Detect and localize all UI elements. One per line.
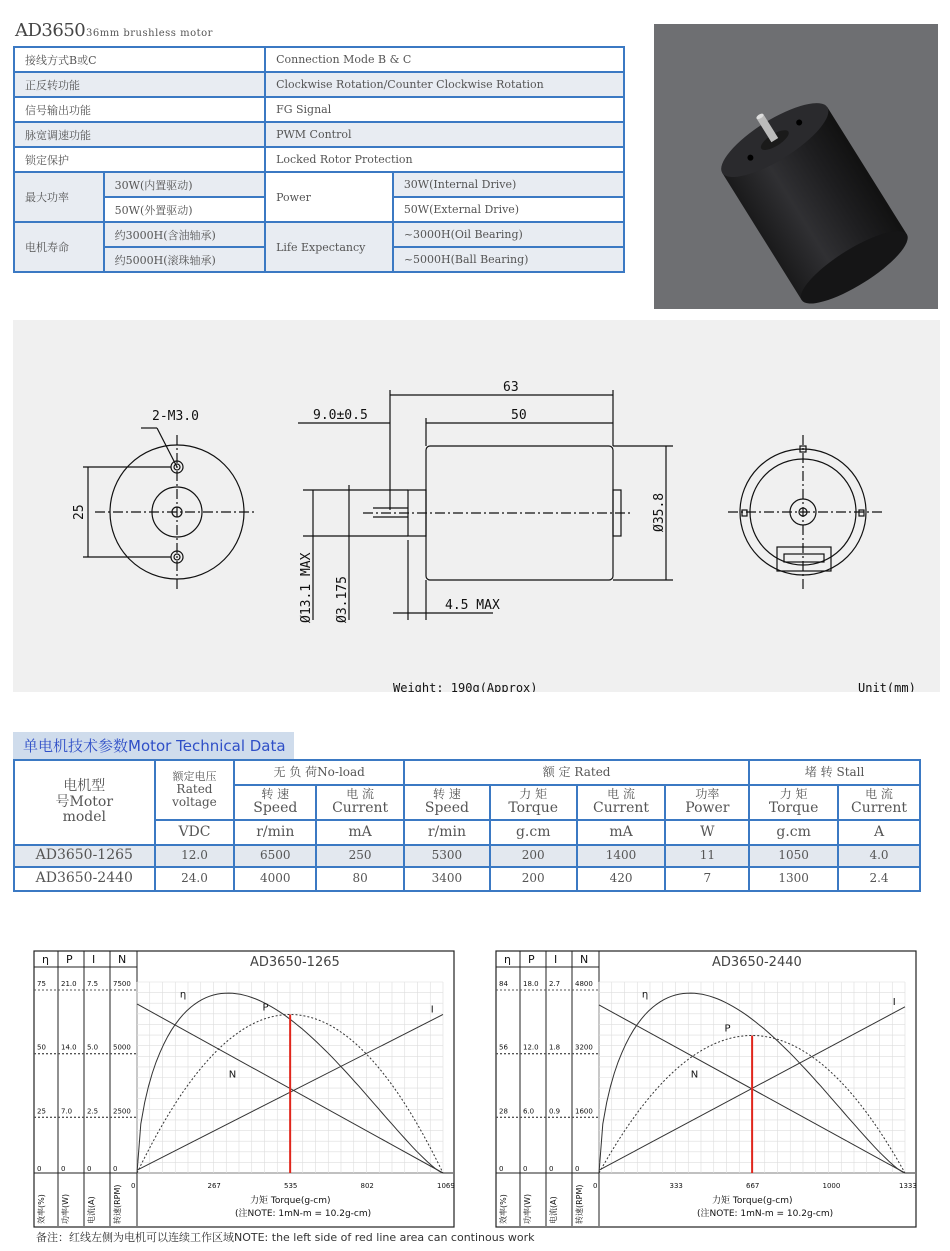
cell: 1050	[749, 845, 838, 867]
h-sub-cn: 力 矩	[519, 787, 548, 802]
y-tick-label: 0	[61, 1165, 66, 1173]
y-tick-label: 1600	[575, 1107, 593, 1116]
h-sub-cn: 电 流	[607, 787, 635, 802]
x-tick-label: 1069	[437, 1182, 455, 1190]
power-cn-value: 30W(内置驱动)	[104, 172, 265, 197]
curve-label-p: P	[724, 1023, 731, 1035]
feature-row	[14, 72, 624, 97]
feature-row	[14, 122, 624, 147]
feature-cn: 正反转功能	[14, 72, 265, 97]
cell: 4000	[234, 867, 316, 891]
cell: 1400	[577, 845, 666, 867]
y-header: η	[42, 953, 49, 966]
dim-shaft-dia: Ø3.175	[335, 576, 350, 623]
feature-cn: 锁定保护	[14, 147, 265, 172]
curve-label-n: N	[690, 1069, 699, 1081]
curve-label-eta: η	[179, 989, 187, 1001]
h-stall: 堵 转 Stall	[749, 760, 920, 785]
y-header: P	[66, 953, 73, 966]
life-cn-value: 约3000H(含油轴承)	[104, 222, 265, 247]
curve-label-i: I	[892, 996, 896, 1008]
y-axis-label: 效率(%)	[499, 1194, 508, 1224]
y-tick-label: 0	[499, 1165, 504, 1173]
y-tick-label: 7.5	[87, 980, 99, 988]
chart-title: AD3650-2440	[712, 955, 802, 970]
h-sub-cn: 力 矩	[779, 787, 808, 802]
unit-cell: A	[838, 820, 920, 845]
dim-shaft: 9.0±0.5	[313, 408, 368, 423]
y-tick-label: 12.0	[523, 1043, 539, 1052]
h-sub-en: Speed	[424, 800, 469, 817]
h-model-line: 电机型	[63, 778, 106, 795]
x-tick-label: 1333	[899, 1182, 917, 1190]
cell: 80	[316, 867, 404, 891]
power-en-value: 50W(External Drive)	[393, 197, 624, 222]
y-axis-label: 功率(W)	[523, 1193, 532, 1224]
cell: 7	[665, 867, 749, 891]
y-header: N	[580, 953, 589, 966]
unit-cell: g.cm	[490, 820, 577, 845]
power-en: Power	[265, 172, 393, 222]
feature-en: Clockwise Rotation/Counter Clockwise Rotation	[265, 72, 624, 97]
h-model-line: model	[62, 809, 106, 826]
footnote: 备注：红线左侧为电机可以连续工作区域NOTE: the left side of red line area can continous work	[36, 1231, 535, 1244]
performance-chart-2440	[495, 950, 917, 1228]
h-rated-voltage	[155, 760, 235, 820]
feature-row	[14, 147, 624, 172]
life-en-value: ~5000H(Ball Bearing)	[393, 247, 624, 272]
h-sub	[234, 785, 316, 820]
y-tick-label: 2.5	[87, 1107, 99, 1116]
h-sub	[404, 785, 490, 820]
h-sub-en: Speed	[253, 800, 298, 817]
y-tick-label: 0	[549, 1165, 554, 1173]
y-header: P	[528, 953, 535, 966]
h-sub	[577, 785, 666, 820]
y-tick-label: 1.8	[549, 1043, 561, 1052]
y-header: I	[554, 953, 558, 966]
curve-label-eta: η	[641, 989, 649, 1001]
y-tick-label: 6.0	[523, 1107, 535, 1116]
y-tick-label: 0.9	[549, 1107, 561, 1116]
x-tick-label: 0	[131, 1182, 136, 1190]
cell: 4.0	[838, 845, 920, 867]
feature-en: PWM Control	[265, 122, 624, 147]
h-sub	[749, 785, 838, 820]
feature-cn: 接线方式B或C	[14, 47, 265, 72]
y-tick-label: 5.0	[87, 1043, 99, 1052]
feature-row	[14, 47, 624, 72]
feature-cn: 信号输出功能	[14, 97, 265, 122]
y-axis-label: 转速(RPM)	[575, 1184, 584, 1224]
x-tick-label: 267	[207, 1182, 221, 1190]
y-tick-label: 56	[499, 1043, 508, 1052]
h-sub	[490, 785, 577, 820]
unit-cell: r/min	[404, 820, 490, 845]
cell: AD3650-2440	[14, 867, 155, 891]
x-tick-label: 1000	[822, 1182, 841, 1190]
table-row	[14, 845, 920, 867]
cell: 2.4	[838, 867, 920, 891]
unit-cell: g.cm	[749, 820, 838, 845]
unit-cell: mA	[577, 820, 666, 845]
cell: 200	[490, 845, 577, 867]
y-tick-label: 18.0	[523, 980, 539, 988]
y-header: η	[504, 953, 511, 966]
feature-en: Connection Mode B & C	[265, 47, 624, 72]
chart-title: AD3650-1265	[250, 955, 340, 970]
y-tick-label: 0	[113, 1165, 118, 1173]
tech-table	[13, 759, 921, 892]
unit-cell: W	[665, 820, 749, 845]
h-sub-en: Torque	[508, 800, 559, 817]
y-header: I	[92, 953, 96, 966]
y-tick-label: 28	[499, 1107, 508, 1116]
feature-table	[13, 46, 625, 273]
x-tick-label: 0	[593, 1182, 598, 1190]
h-model-line: 号Motor	[55, 793, 114, 810]
power-en-value: 30W(Internal Drive)	[393, 172, 624, 197]
feature-cn: 脉宽调速功能	[14, 122, 265, 147]
unit-cell: VDC	[155, 820, 235, 845]
x-tick-label: 802	[360, 1182, 374, 1190]
y-axis-label: 电流(A)	[87, 1196, 96, 1224]
life-cn-value: 约5000H(滚珠轴承)	[104, 247, 265, 272]
h-rv-line: Rated	[176, 781, 213, 796]
y-tick-label: 3200	[575, 1043, 593, 1052]
y-axis-label: 效率(%)	[37, 1194, 46, 1224]
x-tick-label: 535	[284, 1182, 298, 1190]
h-sub	[665, 785, 749, 820]
curve-label-n: N	[228, 1069, 237, 1081]
x-axis-label: 力矩 Torque(g-cm)	[250, 1196, 331, 1206]
feature-en: Locked Rotor Protection	[265, 147, 624, 172]
cell: 24.0	[155, 867, 235, 891]
y-tick-label: 84	[499, 980, 508, 988]
y-tick-label: 5000	[113, 1043, 131, 1052]
y-tick-label: 21.0	[61, 980, 77, 988]
product-photo	[654, 24, 938, 309]
y-tick-label: 14.0	[61, 1043, 77, 1052]
h-sub-en: Power	[685, 800, 730, 817]
y-header: N	[118, 953, 127, 966]
h-rv-line: 额定电压	[172, 769, 217, 783]
unit-cell: r/min	[234, 820, 316, 845]
dim-length-body: 50	[511, 408, 527, 423]
h-noload: 无 负 荷No-load	[234, 760, 404, 785]
dim-boss-len: 4.5 MAX	[445, 598, 500, 613]
x-tick-label: 333	[669, 1182, 683, 1190]
curve-label-p: P	[262, 1002, 269, 1014]
life-row	[14, 222, 624, 247]
unit-note: Unit(mm)	[858, 681, 916, 692]
h-sub	[838, 785, 920, 820]
y-tick-label: 0	[37, 1165, 42, 1173]
model-title: AD3650	[15, 20, 86, 41]
power-cn: 最大功率	[14, 172, 104, 222]
table-row	[14, 867, 920, 891]
h-sub-cn: 转 速	[261, 787, 290, 802]
unit-cell: mA	[316, 820, 404, 845]
h-sub-en: Current	[851, 800, 908, 817]
x-axis-label: 力矩 Torque(g-cm)	[712, 1196, 793, 1206]
h-sub-cn: 功率	[695, 787, 720, 802]
cell: 5300	[404, 845, 490, 867]
y-axis-label: 转速(RPM)	[113, 1184, 122, 1224]
x-axis-note: (注NOTE: 1mN-m = 10.2g-cm)	[235, 1209, 372, 1219]
y-tick-label: 75	[37, 980, 46, 988]
cell: 12.0	[155, 845, 235, 867]
h-model	[14, 760, 155, 845]
y-tick-label: 50	[37, 1043, 46, 1052]
dim-boss-dia: Ø13.1 MAX	[299, 552, 314, 623]
y-axis-label: 功率(W)	[61, 1193, 70, 1224]
y-tick-label: 7500	[113, 980, 131, 988]
y-tick-label: 2500	[113, 1107, 131, 1116]
y-tick-label: 0	[575, 1165, 580, 1173]
h-rv-line: voltage	[172, 795, 217, 810]
dimension-drawing	[13, 320, 940, 692]
h-sub-cn: 转 速	[433, 787, 461, 802]
h-sub-cn: 电 流	[865, 787, 893, 802]
feature-en: FG Signal	[265, 97, 624, 122]
power-cn-value: 50W(外置驱动)	[104, 197, 265, 222]
y-tick-label: 4800	[575, 980, 593, 988]
y-tick-label: 0	[523, 1165, 528, 1173]
performance-chart-1265	[33, 950, 455, 1228]
dim-pitch: 25	[72, 504, 87, 520]
cell: 200	[490, 867, 577, 891]
cell: AD3650-1265	[14, 845, 155, 867]
life-cn: 电机寿命	[14, 222, 104, 272]
dim-hole: 2-M3.0	[152, 409, 199, 424]
cell: 250	[316, 845, 404, 867]
life-en: Life Expectancy	[265, 222, 393, 272]
h-sub-en: Current	[593, 800, 650, 817]
model-subtitle: 36mm brushless motor	[86, 28, 213, 39]
y-axis-label: 电流(A)	[549, 1196, 558, 1224]
x-axis-note: (注NOTE: 1mN-m = 10.2g-cm)	[697, 1209, 834, 1219]
y-tick-label: 25	[37, 1107, 46, 1116]
curve-label-i: I	[430, 1004, 434, 1016]
y-tick-label: 7.0	[61, 1107, 73, 1116]
dim-body-dia: Ø35.8	[652, 492, 667, 532]
h-sub-cn: 电 流	[346, 787, 375, 802]
cell: 11	[665, 845, 749, 867]
cell: 6500	[234, 845, 316, 867]
cell: 3400	[404, 867, 490, 891]
x-tick-label: 667	[746, 1182, 760, 1190]
weight-note: Weight: 190g(Approx)	[393, 681, 538, 692]
h-rated: 额 定 Rated	[404, 760, 749, 785]
power-row	[14, 172, 624, 197]
h-sub-en: Torque	[768, 800, 819, 817]
y-tick-label: 2.7	[549, 980, 561, 988]
cell: 1300	[749, 867, 838, 891]
h-sub	[316, 785, 404, 820]
tech-section-title: 单电机技术参数Motor Technical Data	[13, 732, 294, 759]
h-sub-en: Current	[332, 800, 389, 817]
feature-row	[14, 97, 624, 122]
cell: 420	[577, 867, 666, 891]
dim-length-total: 63	[503, 380, 519, 395]
y-tick-label: 0	[87, 1165, 92, 1173]
life-en-value: ~3000H(Oil Bearing)	[393, 222, 624, 247]
